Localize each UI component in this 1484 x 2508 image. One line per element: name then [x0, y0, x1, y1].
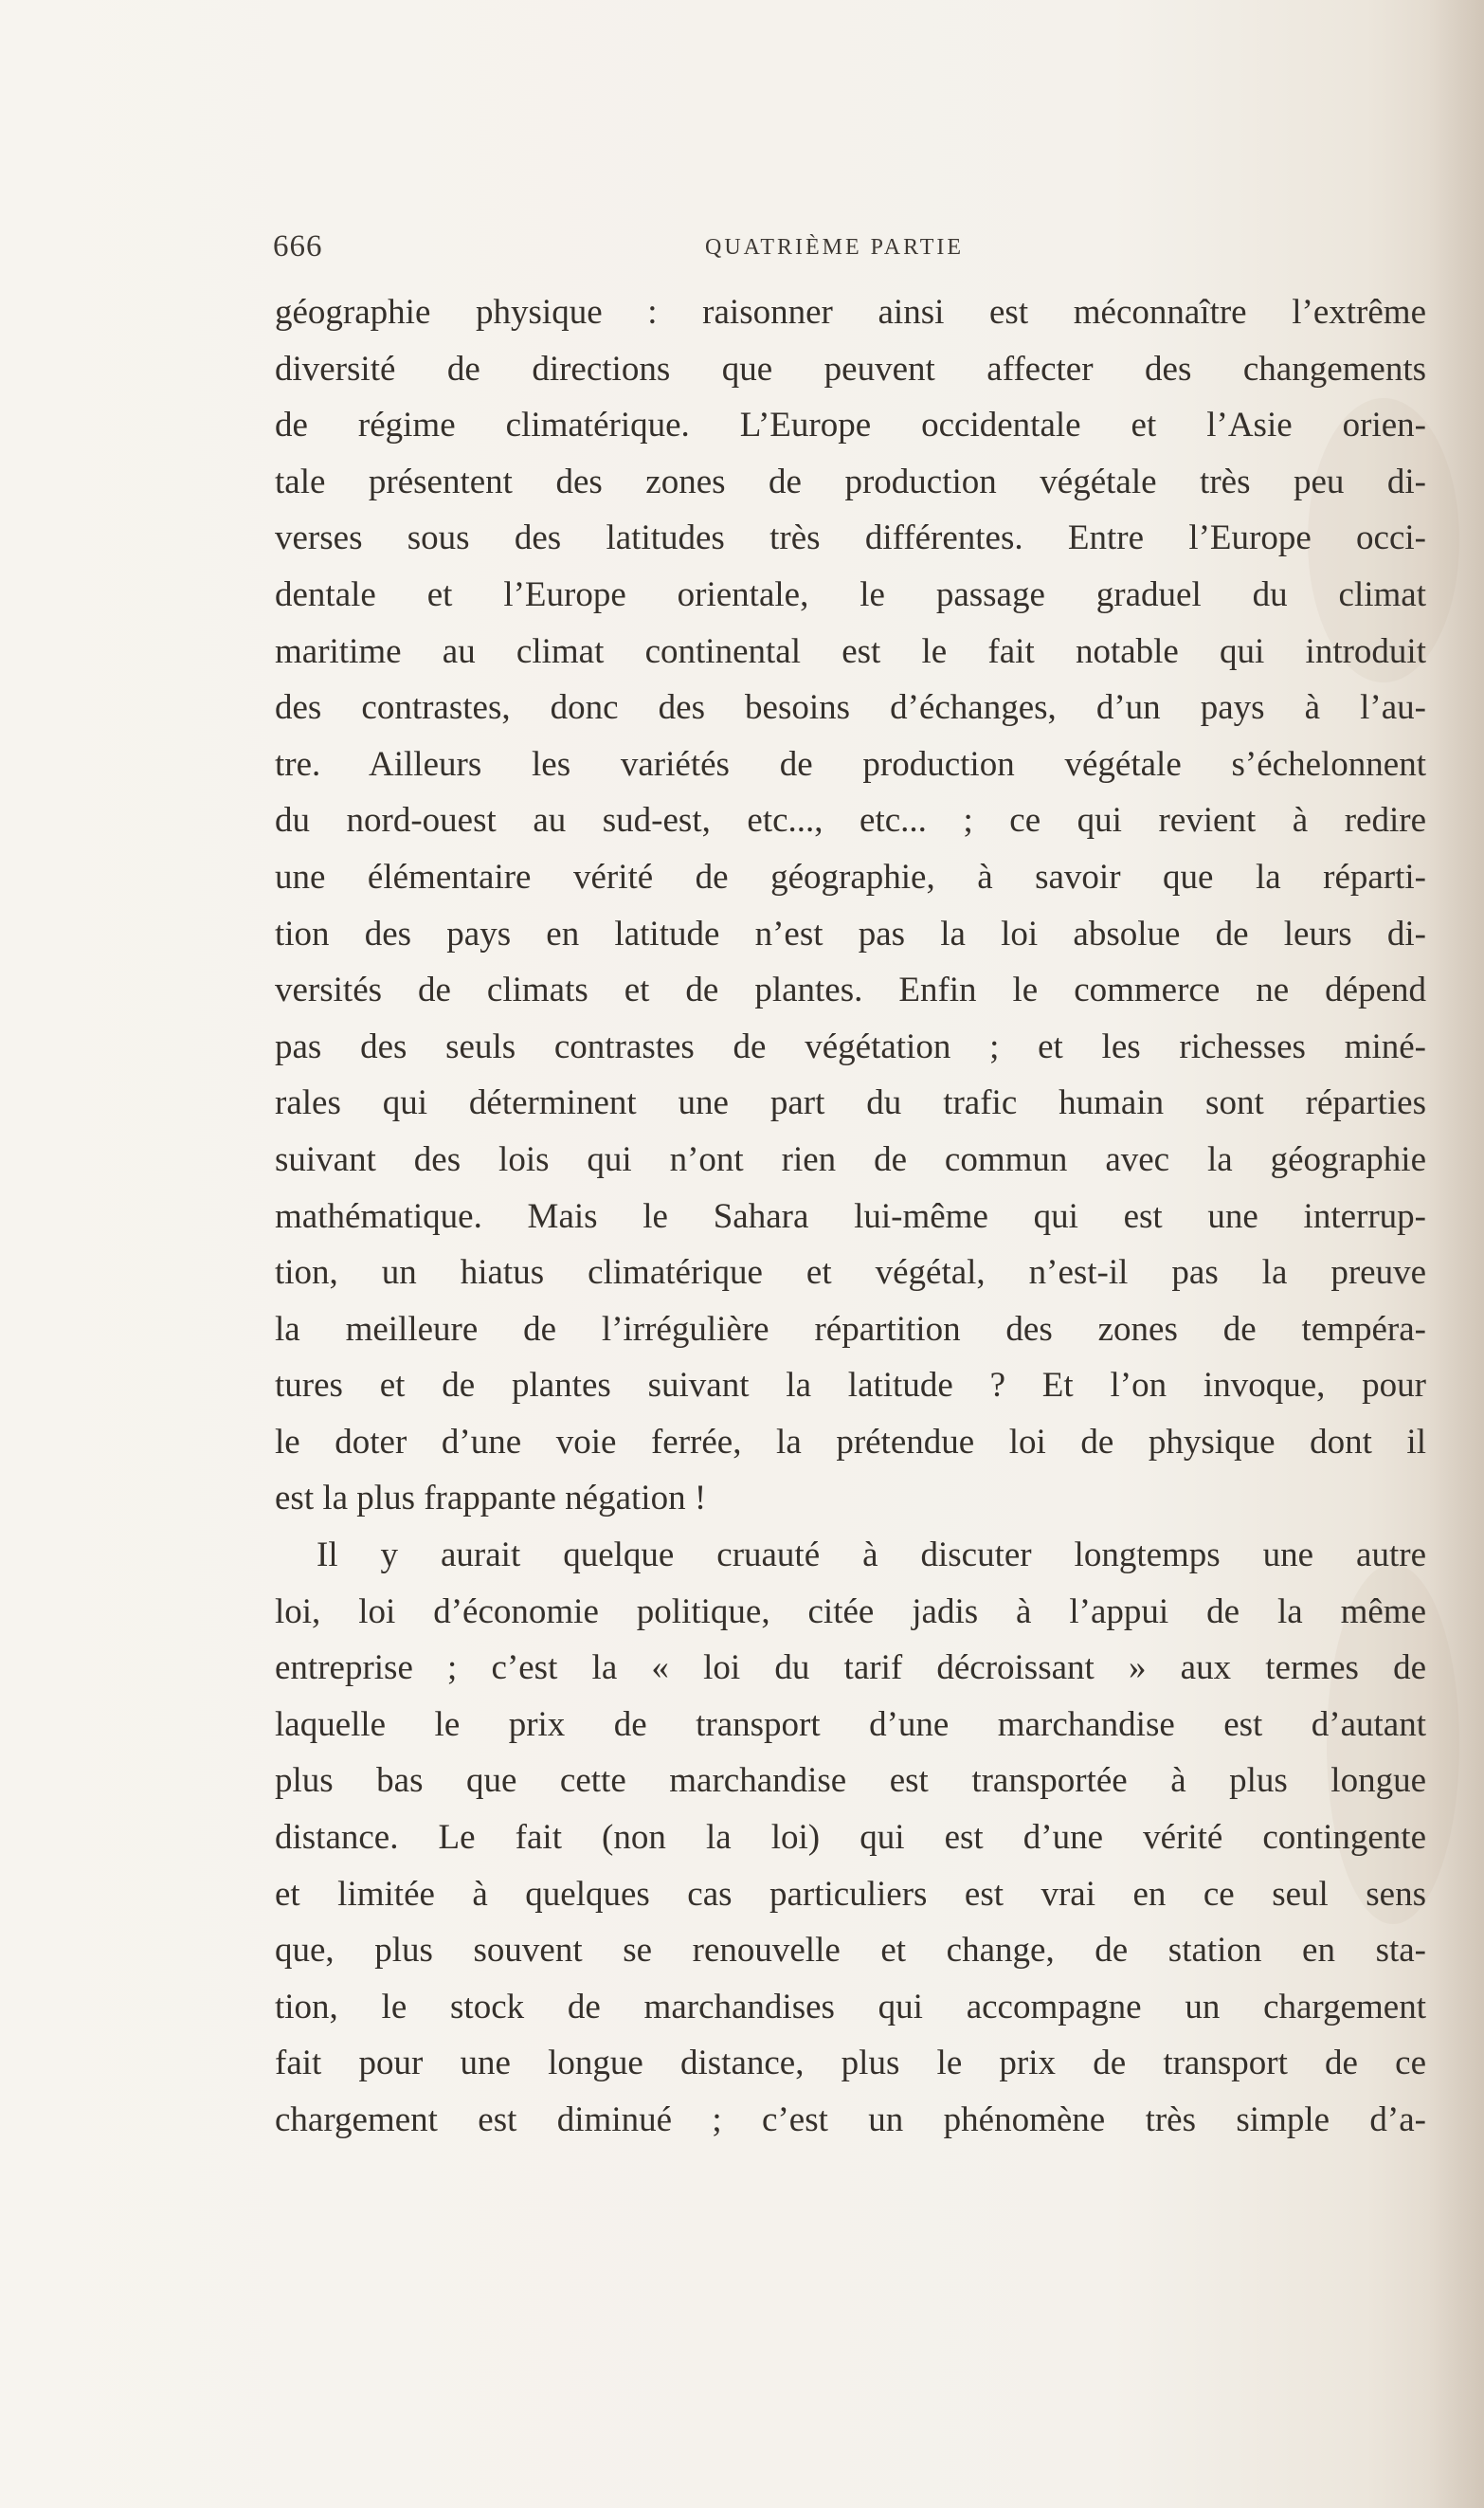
body-text	[275, 284, 1426, 2149]
text-line: une élémentaire vérité de géographie, à savoir que la réparti-	[275, 857, 1426, 897]
text-line: maritime au climat continental est le fait notable qui introduit	[275, 631, 1426, 671]
text-line: la meilleure de l’irrégulière répartition des zones de tempéra-	[275, 1309, 1426, 1349]
text-line: le doter d’une voie ferrée, la prétendue loi de physique dont il	[275, 1422, 1426, 1462]
text-line: distance. Le fait (non la loi) qui est d’une vérité contingente	[275, 1818, 1426, 1858]
text-line: géographie physique : raisonner ainsi est méconnaître l’extrême	[275, 293, 1426, 332]
text-line: fait pour une longue distance, plus le prix de transport de ce	[275, 2044, 1426, 2083]
text-line: pas des seuls contrastes de végétation ; et les richesses miné-	[275, 1027, 1426, 1066]
text-line: des contrastes, donc des besoins d’échanges, d’un pays à l’au-	[275, 688, 1426, 728]
text-line: suivant des lois qui n’ont rien de commun avec la géographie	[275, 1139, 1426, 1179]
text-line: tale présentent des zones de production végétale très peu di-	[275, 462, 1426, 501]
page-header	[273, 229, 1410, 267]
text-line: chargement est diminué ; c’est un phénomène très simple d’a-	[275, 2100, 1426, 2139]
text-line: rales qui déterminent une part du trafic humain sont réparties	[275, 1083, 1426, 1123]
running-title: QUATRIÈME PARTIE	[705, 235, 965, 260]
text-line: mathématique. Mais le Sahara lui-même qui est une interrup-	[275, 1196, 1426, 1236]
text-line: diversité de directions que peuvent affecter des changements	[275, 349, 1426, 389]
text-line: de régime climatérique. L’Europe occidentale et l’Asie orien-	[275, 406, 1426, 445]
text-line: laquelle le prix de transport d’une marchandise est d’autant	[275, 1704, 1426, 1744]
text-line: tion, un hiatus climatérique et végétal, n’est-il pas la preuve	[275, 1253, 1426, 1293]
text-line: tures et de plantes suivant la latitude ? Et l’on invoque, pour	[275, 1366, 1426, 1406]
text-line: tion, le stock de marchandises qui accompagne un chargement	[275, 1987, 1426, 2026]
text-line: entreprise ; c’est la « loi du tarif décroissant » aux termes de	[275, 1648, 1426, 1688]
text-line: plus bas que cette marchandise est transportée à plus longue	[275, 1761, 1426, 1801]
page-number: 666	[273, 229, 323, 264]
paragraph-end-line: est la plus frappante négation !	[275, 1479, 707, 1518]
text-line: dentale et l’Europe orientale, le passage graduel du climat	[275, 574, 1426, 614]
paragraph-start-line: Il y aurait quelque cruauté à discuter longtemps une autre	[317, 1536, 1426, 1575]
text-line: verses sous des latitudes très différentes. Entre l’Europe occi-	[275, 518, 1426, 558]
text-line: tion des pays en latitude n’est pas la loi absolue de leurs di-	[275, 914, 1426, 954]
text-line: loi, loi d’économie politique, citée jadis à l’appui de la même	[275, 1591, 1426, 1631]
page-edge-shadow	[1427, 0, 1484, 2508]
text-line: tre. Ailleurs les variétés de production végétale s’échelonnent	[275, 744, 1426, 784]
text-line: que, plus souvent se renouvelle et change, de station en sta-	[275, 1931, 1426, 1971]
text-line: versités de climats et de plantes. Enfin le commerce ne dépend	[275, 971, 1426, 1010]
text-line: du nord-ouest au sud-est, etc..., etc... ; ce qui revient à redire	[275, 801, 1426, 841]
text-line: et limitée à quelques cas particuliers est vrai en ce seul sens	[275, 1874, 1426, 1914]
